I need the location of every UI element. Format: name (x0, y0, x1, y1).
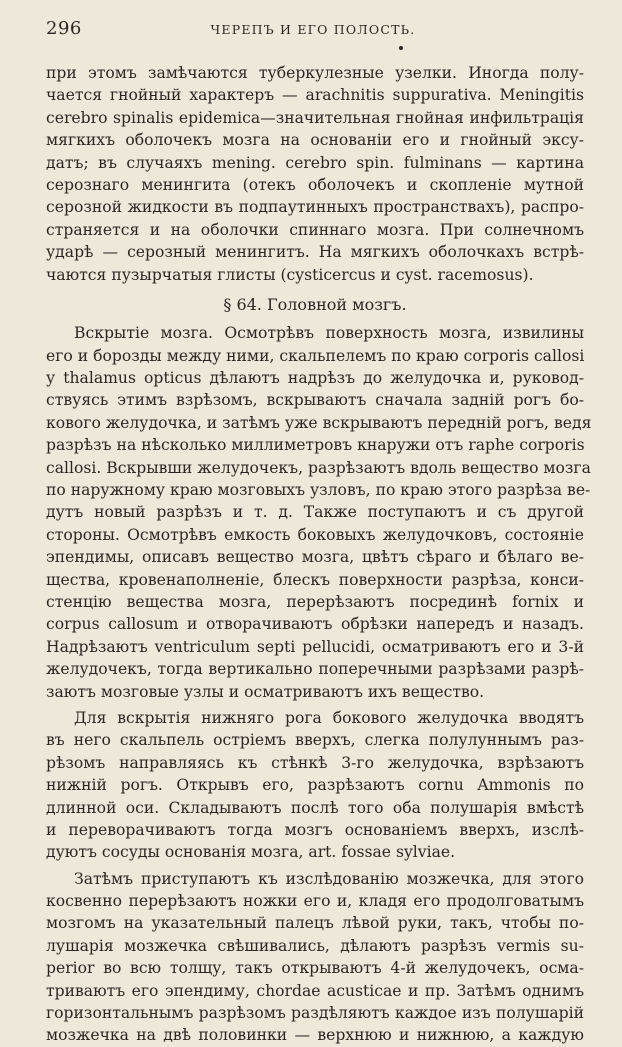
text-line: ударѣ — серозный менингитъ. На мягкихъ оболочкахъ встрѣ- (46, 243, 584, 262)
text-line: мозжечка на двѣ половинки — верхнюю и нижнюю, а каждую (46, 1026, 584, 1045)
text-line: Затѣмъ приступаютъ къ изслѣдованію мозжечка, для этого (74, 869, 584, 888)
text-line: Для вскрытія нижняго рога бокового желудочка вводятъ (74, 708, 584, 727)
text-line: corpus callosum и отворачиваютъ обрѣзки напередъ и назадъ. (46, 615, 584, 634)
text-line: чается гнойный характеръ — arachnitis suppurativa. Meningitis (46, 86, 584, 105)
text-line: и переворачиваютъ тогда мозгъ основаніемъ вверхъ, изслѣ- (46, 820, 584, 839)
text-line: perior во всю толщу, такъ открываютъ 4-й желудочекъ, осма- (46, 959, 584, 978)
page-number: 296 (46, 18, 82, 39)
text-line: по наружному краю мозговыхъ узловъ, по краю этого разрѣза ве- (46, 481, 591, 500)
text-line: ствуясь этимъ взрѣзомъ, вскрываютъ сначала задній рогъ бо- (46, 391, 584, 410)
text-line: стенцію вещества мозга, перерѣзаютъ посрединѣ fornix и (46, 592, 584, 611)
paragraph-lower-horn (46, 707, 584, 864)
text-line: его и борозды между ними, скальпелемъ по краю corporis callosi (46, 346, 585, 365)
paragraph-cerebellum (46, 868, 584, 1047)
text-line: дуютъ сосуды основанія мозга, art. fossae sylviae. (46, 843, 456, 862)
text-line: стороны. Осмотрѣвъ емкость боковыхъ желудочковъ, состояніе (46, 525, 584, 544)
body-text (46, 62, 592, 1047)
text-line: дутъ новый разрѣзъ и т. д. Также поступаютъ и съ другой (46, 503, 584, 522)
text-line: Надрѣзаютъ ventriculum septi pellucidi, осматриваютъ его и 3-й (46, 637, 584, 656)
text-line: Вскрытіе мозга. Осмотрѣвъ поверхность мозга, извилины (74, 324, 584, 343)
text-line: лушарія мозжечка свѣшивались, дѣлаютъ разрѣзъ vermis su- (46, 936, 584, 955)
text-line: эпендимы, описавъ вещество мозга, цвѣтъ сѣраго и бѣлаго ве- (46, 548, 584, 567)
text-line: серознаго менингита (отекъ оболочекъ и скопленіе мутной (46, 175, 584, 194)
text-line: датъ; въ случаяхъ mening. cerebro spin. fulminans — картина (46, 153, 584, 172)
text-line: щества, кровенаполненіе, блескъ поверхности разрѣза, конси- (46, 570, 584, 589)
text-line: рѣзомъ направляясь къ стѣнкѣ 3-го желудочка, взрѣзаютъ (46, 753, 584, 772)
text-line: длинной оси. Складываютъ послѣ того оба полушарія вмѣстѣ (46, 798, 584, 817)
text-line: мягкихъ оболочекъ мозга на основаніи его и гнойный эксу- (46, 131, 584, 150)
text-line: чаются пузырчатыя глисты (cysticercus и cyst. racemosus). (46, 265, 534, 284)
text-line: страняется и на оболочки спиннаго мозга. При солнечномъ (46, 220, 584, 239)
text-line: горизонтальнымъ разрѣзомъ раздѣляютъ каждое изъ полушарій (46, 1004, 584, 1023)
text-line: при этомъ замѣчаются туберкулезные узелки. Иногда полу- (46, 64, 584, 82)
text-line: разрѣзъ на нѣсколько миллиметровъ кнаружи отъ raphe corporis (46, 436, 585, 455)
text-line: серозной жидкости въ подпаутинныхъ пространствахъ), распро- (46, 198, 584, 217)
page-header (40, 18, 586, 42)
paragraph-continued (46, 62, 584, 286)
text-line: триваютъ его эпендиму, chordae acusticae и пр. Затѣмъ однимъ (46, 981, 584, 1000)
text-line: мозгомъ на указательный палецъ лѣвой руки, такъ, чтобы по- (46, 914, 584, 933)
text-line: нижній рогъ. Открывъ его, разрѣзаютъ cornu Ammonis по (46, 776, 584, 795)
text-line: callosi. Вскрывши желудочекъ, разрѣзаютъ вдоль вещество мозга (46, 458, 591, 477)
text-line: cerebro spinalis epidemica—значительная гнойная инфильтрація (46, 108, 584, 127)
ink-speck (399, 46, 403, 50)
text-line: у thalamus opticus дѣлаютъ надрѣзъ до желудочка и, руковод- (46, 369, 584, 388)
text-line: въ него скальпель остріемъ вверхъ, слегка полулуннымъ раз- (46, 731, 584, 750)
section-heading: § 64. Головной мозгъ. (223, 294, 407, 314)
text-line: заютъ мозговые узлы и осматриваютъ ихъ вещество. (46, 682, 485, 701)
text-line: желудочекъ, тогда вертикально поперечными разрѣзами разрѣ- (46, 660, 584, 679)
text-line: кового желудочка, и затѣмъ уже вскрываютъ передній рогъ, ведя (46, 413, 592, 432)
running-head: ЧЕРЕПЪ И ЕГО ПОЛОСТЬ. (210, 22, 416, 37)
paragraph-brain-autopsy (46, 322, 592, 703)
text-line: косвенно перерѣзаютъ ножки его и, кладя его продолговатымъ (46, 892, 584, 911)
